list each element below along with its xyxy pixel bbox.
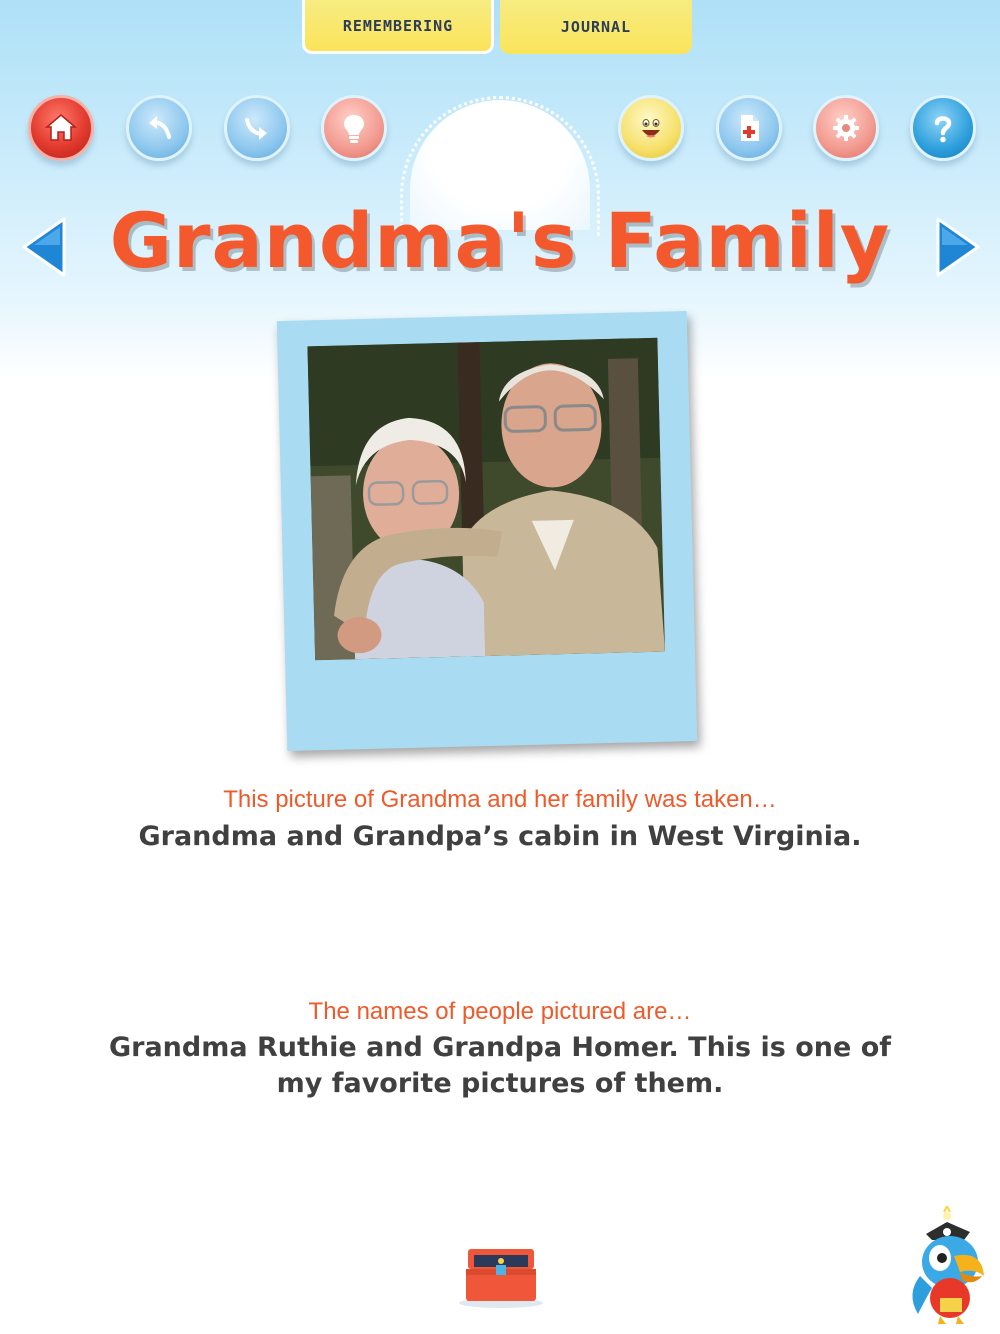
settings-button[interactable] — [813, 95, 879, 161]
redo-button[interactable] — [224, 95, 290, 161]
triangle-left-icon — [20, 215, 68, 279]
page-title: Grandma's Family — [109, 196, 891, 285]
question-2-answer[interactable]: Grandma Ruthie and Grandpa Homer. This is one of my favorite pictures of them. — [108, 1032, 892, 1099]
home-button[interactable] — [28, 95, 94, 161]
photo-elderly-couple — [307, 338, 665, 660]
home-icon — [44, 111, 78, 145]
treasure-chest-icon — [458, 1245, 544, 1309]
undo-button[interactable] — [126, 95, 192, 161]
add-page-button[interactable] — [716, 95, 782, 161]
tab-bar — [302, 0, 698, 58]
add-page-icon — [732, 111, 766, 145]
gear-icon — [829, 111, 863, 145]
redo-arrow-icon — [240, 111, 274, 145]
triangle-right-icon — [934, 215, 982, 279]
question-mark-icon — [926, 111, 960, 145]
parrot-mascot[interactable] — [904, 1206, 996, 1326]
mood-button[interactable] — [618, 95, 684, 161]
tab-journal[interactable]: JOURNAL — [500, 0, 692, 54]
parrot-mascot-icon — [904, 1206, 996, 1326]
question-1-prompt: This picture of Grandma and her family was taken… — [223, 786, 777, 813]
next-page-button[interactable] — [934, 215, 982, 279]
family-photo[interactable] — [307, 338, 665, 660]
ideas-button[interactable] — [321, 95, 387, 161]
photo-frame[interactable] — [277, 311, 697, 751]
treasure-chest-button[interactable] — [458, 1245, 544, 1309]
help-button[interactable] — [910, 95, 976, 161]
previous-page-button[interactable] — [20, 215, 68, 279]
tab-remembering[interactable]: REMEMBERING — [302, 0, 494, 54]
undo-arrow-icon — [142, 111, 176, 145]
lightbulb-icon — [337, 111, 371, 145]
question-2-prompt: The names of people pictured are… — [308, 998, 692, 1025]
question-1-answer[interactable]: Grandma and Grandpa’s cabin in West Virginia. — [138, 821, 862, 852]
smiley-face-icon — [634, 111, 668, 145]
